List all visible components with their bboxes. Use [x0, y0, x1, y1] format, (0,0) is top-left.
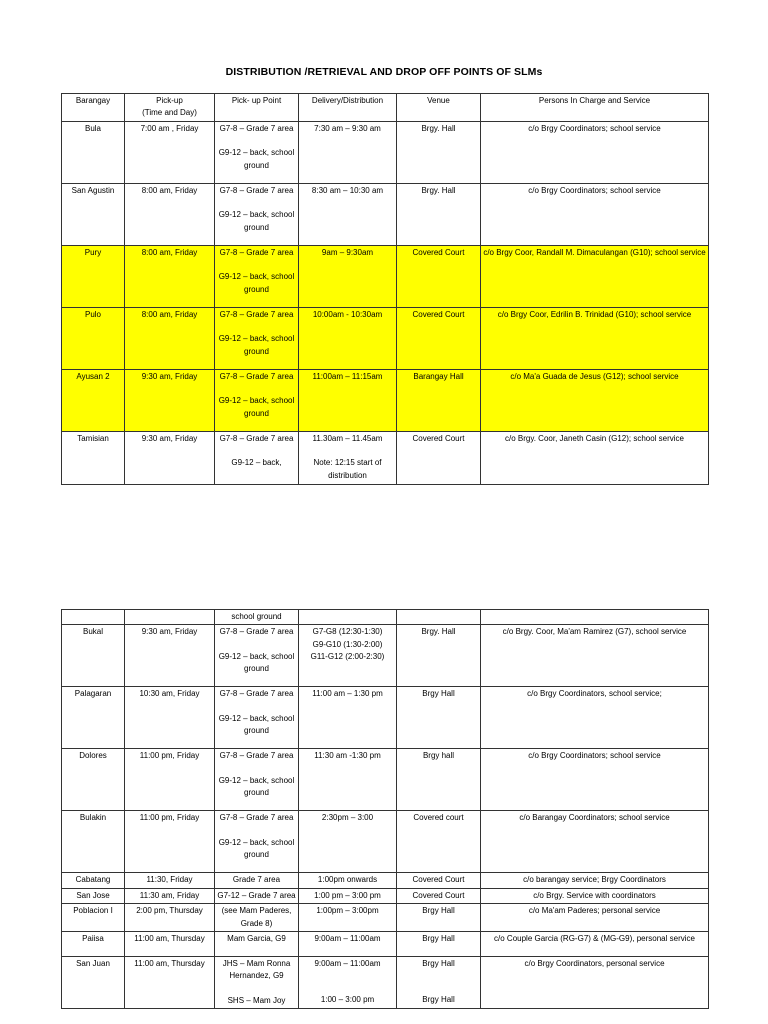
cell-venue: Brgy Hall	[397, 932, 481, 957]
page-title: DISTRIBUTION /RETRIEVAL AND DROP OFF POINTS OF SLMs	[225, 66, 543, 78]
cell-delivery: 11:00 am – 1:30 pm	[299, 687, 397, 749]
cell-delivery: 9:00am – 11:00am 1:00 – 3:00 pm	[299, 957, 397, 1009]
cell-venue: Covered Court	[397, 873, 481, 888]
table-row	[62, 121, 709, 183]
cell-pickup-point: G7-8 – Grade 7 area G9-12 – back, school ground	[215, 307, 299, 369]
cell-persons: c/o Brgy Coordinators; school service	[481, 183, 709, 245]
cell-venue: Brgy. Hall	[397, 121, 481, 183]
cell-pickup-point: G7-8 – Grade 7 area G9-12 – back, school ground	[215, 121, 299, 183]
cell-persons: c/o Brgy. Coor, Janeth Casin (G12); school service	[481, 431, 709, 484]
table-row	[62, 811, 709, 873]
cell-delivery: 2:30pm – 3:00	[299, 811, 397, 873]
distribution-table-1	[61, 93, 709, 485]
cell-persons: c/o Barangay Coordinators; school service	[481, 811, 709, 873]
table-row	[62, 888, 709, 903]
cell-delivery: 1:00pm – 3:00pm	[299, 904, 397, 932]
header-barangay: Barangay	[62, 94, 125, 122]
cell-pickup-point: G7-8 – Grade 7 area G9-12 – back,	[215, 431, 299, 484]
cell-venue: Covered Court	[397, 245, 481, 307]
cell-venue: Brgy Hall	[397, 904, 481, 932]
cell-barangay: San Agustin	[62, 183, 125, 245]
cell-pickup: 9:30 am, Friday	[125, 431, 215, 484]
cell-persons: c/o Brgy Coordinators, personal service	[481, 957, 709, 1009]
cell-venue: Covered Court	[397, 888, 481, 903]
cell-pickup-point: G7-8 – Grade 7 area G9-12 – back, school ground	[215, 245, 299, 307]
cell-venue: Brgy hall	[397, 749, 481, 811]
cell-barangay: Bula	[62, 121, 125, 183]
cell-pickup: 7:00 am , Friday	[125, 121, 215, 183]
cell-pickup: 11:30 am, Friday	[125, 888, 215, 903]
header-pickup: Pick-up (Time and Day)	[125, 94, 215, 122]
cell-barangay: Pulo	[62, 307, 125, 369]
cell-barangay: Pury	[62, 245, 125, 307]
cell-persons: c/o Couple Garcia (RG-G7) & (MG-G9), personal service	[481, 932, 709, 957]
cell-pickup: 8:00 am, Friday	[125, 245, 215, 307]
cell-persons	[481, 610, 709, 625]
cell-venue: Brgy. Hall	[397, 183, 481, 245]
cell-delivery: 11:30 am -1:30 pm	[299, 749, 397, 811]
cell-barangay: Bukal	[62, 625, 125, 687]
cell-persons: c/o Brgy Coordinators; school service	[481, 749, 709, 811]
table-row	[62, 957, 709, 1009]
cell-pickup-point: school ground	[215, 610, 299, 625]
cell-persons: c/o Brgy. Coor, Ma'am Ramirez (G7), school service	[481, 625, 709, 687]
header-delivery: Delivery/Distribution	[299, 94, 397, 122]
cell-delivery: 9:00am – 11:00am	[299, 932, 397, 957]
cell-barangay: San Juan	[62, 957, 125, 1009]
cell-pickup-point: Mam Garcia, G9	[215, 932, 299, 957]
cell-persons: c/o Brgy Coor, Edrilin B. Trinidad (G10); school service	[481, 307, 709, 369]
cell-pickup: 11:00 am, Thursday	[125, 957, 215, 1009]
table-row	[62, 245, 709, 307]
cell-persons: c/o Brgy Coor, Randall M. Dimaculangan (G10); school service	[481, 245, 709, 307]
cell-pickup-point: G7-8 – Grade 7 area G9-12 – back, school ground	[215, 183, 299, 245]
cell-pickup-point: G7-8 – Grade 7 area G9-12 – back, school ground	[215, 811, 299, 873]
header-venue: Venue	[397, 94, 481, 122]
cell-pickup	[125, 610, 215, 625]
cell-barangay: Cabatang	[62, 873, 125, 888]
cell-pickup: 11:00 pm, Friday	[125, 749, 215, 811]
cell-persons: c/o Ma'am Paderes; personal service	[481, 904, 709, 932]
cell-delivery	[299, 610, 397, 625]
cell-persons: c/o Brgy Coordinators, school service;	[481, 687, 709, 749]
cell-pickup-point: Grade 7 area	[215, 873, 299, 888]
cell-delivery: 1:00pm onwards	[299, 873, 397, 888]
table-header-row	[62, 94, 709, 122]
table-row	[62, 431, 709, 484]
cell-pickup-point: G7-8 – Grade 7 area G9-12 – back, school ground	[215, 625, 299, 687]
cell-delivery: 7:30 am – 9:30 am	[299, 121, 397, 183]
cell-pickup: 9:30 am, Friday	[125, 369, 215, 431]
cell-barangay: Poblacion I	[62, 904, 125, 932]
cell-pickup: 8:00 am, Friday	[125, 183, 215, 245]
table-row	[62, 904, 709, 932]
cell-delivery: 11:00am – 11:15am	[299, 369, 397, 431]
cell-barangay	[62, 610, 125, 625]
cell-venue: Brgy Hall Brgy Hall	[397, 957, 481, 1009]
cell-barangay: Bulakin	[62, 811, 125, 873]
cell-delivery: 10:00am - 10:30am	[299, 307, 397, 369]
table-row	[62, 873, 709, 888]
cell-barangay: Tamisian	[62, 431, 125, 484]
table-row	[62, 625, 709, 687]
cell-barangay: Ayusan 2	[62, 369, 125, 431]
table-row	[62, 749, 709, 811]
cell-pickup-point: G7-8 – Grade 7 area G9-12 – back, school ground	[215, 687, 299, 749]
cell-pickup: 10:30 am, Friday	[125, 687, 215, 749]
cell-pickup: 2:00 pm, Thursday	[125, 904, 215, 932]
cell-barangay: Dolores	[62, 749, 125, 811]
table-row	[62, 610, 709, 625]
cell-pickup: 9:30 am, Friday	[125, 625, 215, 687]
cell-venue: Brgy. Hall	[397, 625, 481, 687]
cell-barangay: Paiisa	[62, 932, 125, 957]
cell-venue: Covered court	[397, 811, 481, 873]
cell-pickup-point: G7-8 – Grade 7 area G9-12 – back, school ground	[215, 749, 299, 811]
cell-delivery: 11.30am – 11.45am Note: 12:15 start of distribution	[299, 431, 397, 484]
cell-delivery: 1:00 pm – 3:00 pm	[299, 888, 397, 903]
cell-persons: c/o Brgy Coordinators; school service	[481, 121, 709, 183]
cell-venue: Barangay Hall	[397, 369, 481, 431]
cell-venue: Covered Court	[397, 431, 481, 484]
table-row	[62, 183, 709, 245]
cell-venue: Brgy Hall	[397, 687, 481, 749]
cell-persons: c/o Ma'a Guada de Jesus (G12); school service	[481, 369, 709, 431]
cell-barangay: Palagaran	[62, 687, 125, 749]
cell-pickup: 11:00 pm, Friday	[125, 811, 215, 873]
header-persons: Persons In Charge and Service	[481, 94, 709, 122]
cell-pickup-point: JHS – Mam Ronna Hernandez, G9 SHS – Mam Joy	[215, 957, 299, 1009]
cell-pickup-point: G7-12 – Grade 7 area	[215, 888, 299, 903]
cell-pickup: 8:00 am, Friday	[125, 307, 215, 369]
table-row	[62, 307, 709, 369]
table-row	[62, 369, 709, 431]
cell-venue	[397, 610, 481, 625]
cell-pickup: 11:30, Friday	[125, 873, 215, 888]
cell-venue: Covered Court	[397, 307, 481, 369]
distribution-table-2	[61, 609, 709, 1009]
cell-persons: c/o Brgy. Service with coordinators	[481, 888, 709, 903]
cell-delivery: 9am – 9:30am	[299, 245, 397, 307]
table-row	[62, 932, 709, 957]
header-pickup-point: Pick- up Point	[215, 94, 299, 122]
cell-persons: c/o barangay service; Brgy Coordinators	[481, 873, 709, 888]
cell-pickup-point: (see Mam Paderes, Grade 8)	[215, 904, 299, 932]
cell-pickup-point: G7-8 – Grade 7 area G9-12 – back, school ground	[215, 369, 299, 431]
cell-barangay: San Jose	[62, 888, 125, 903]
cell-delivery: 8:30 am – 10:30 am	[299, 183, 397, 245]
cell-pickup: 11:00 am, Thursday	[125, 932, 215, 957]
cell-delivery: G7-G8 (12:30-1:30) G9-G10 (1:30-2:00) G11-G12 (2:00-2:30)	[299, 625, 397, 687]
table-row	[62, 687, 709, 749]
